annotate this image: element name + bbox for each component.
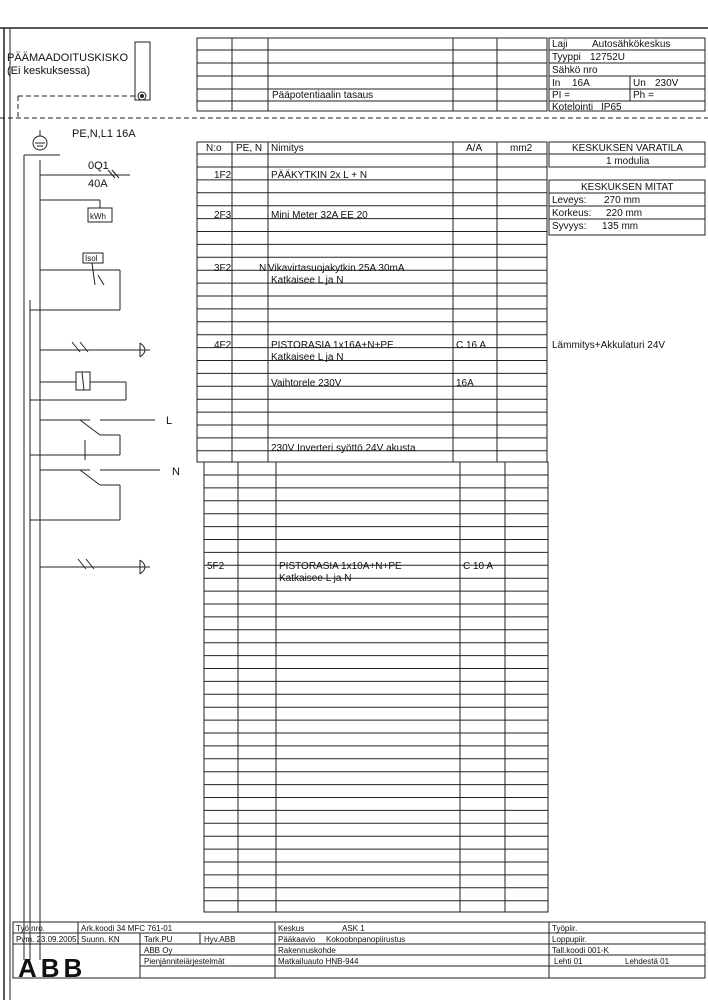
tyyppi-value: 12752U [590,52,626,63]
row-7-aa: 16A [456,378,474,389]
ph-label: Ph = [633,90,654,101]
row-5-name: PISTORASIA 1x16A+N+PE [271,340,394,351]
earth-bar-title: PÄÄMAADOITUSKISKO [7,52,129,64]
laji-value: Autosähkökeskus [592,39,671,50]
tyopiir: Työpiir. [552,924,578,933]
phase-label: L [166,415,173,427]
main-switch-code: 0Q1 [88,160,109,172]
dims-title: KESKUKSEN MITAT [581,182,674,193]
tyyppi-label: Tyyppi [552,52,581,63]
col-header-pe: PE, N [236,143,263,154]
dims-depth-label: Syvyys: [552,221,587,232]
potential-equalization-row: Pääpotentiaalin tasaus [272,90,374,101]
row-2-name: Mini Meter 32A EE 20 [271,210,368,221]
row-9-no: 5F2 [207,561,225,572]
dims-depth-value: 135 mm [602,221,639,232]
un-value: 230V [655,78,679,89]
hyv: Hyv.ABB [204,935,236,944]
lehti: Lehti 01 [554,957,583,966]
loppupiir: Loppupiir. [552,935,587,944]
row-3-pe: N [259,263,267,274]
main-switch-rating: 40A [88,178,108,190]
row-6-name: Katkaisee L ja N [271,352,344,363]
dims-width-value: 270 mm [604,195,641,206]
meter-label: kWh [90,212,106,221]
col-header-mm2: mm2 [510,143,533,154]
supply-feed-label: PE,N,L1 16A [72,128,136,140]
suunn: Suunn. KN [81,935,120,944]
company-unit: Pienjänniteiärjestelmät [144,957,225,966]
lehdesta: Lehdestä 01 [625,957,670,966]
laji-label: Laji [552,39,568,50]
keskus-value: ASK 1 [342,924,365,933]
kotelointi-label: Kotelointi [552,102,594,113]
row-2-no: 2F3 [214,210,232,221]
un-label: Un [633,78,646,89]
keskus-label: Keskus [278,924,305,933]
paakaavio-label: Pääkaavio [278,935,316,944]
tark: Tark.PU [144,935,173,944]
ark-koodi: Ark.koodi 34 MFC 761-01 [81,924,173,933]
rakennuskohde: Rakennuskohde [278,946,336,955]
row-7-name: Vaihtorele 230V [271,378,342,389]
row-3-name: Vikavirtasuojakytkin 25A 30mA [268,263,405,274]
row-3-no: 3F2 [214,263,232,274]
company: ABB Oy [144,946,173,955]
row-1-name: PÄÄKYTKIN 2x L + N [271,170,368,181]
row-1-no: 1F2 [214,170,232,181]
dims-height-label: Korkeus: [552,208,592,219]
row-10-name: Katkaisee L ja N [279,573,352,584]
row-5-no: 4F2 [214,340,232,351]
abb-logo: ABB [18,953,87,983]
dims-width-label: Leveys: [552,195,587,206]
earth-bar-subtitle: (Ei keskuksessa) [7,65,91,77]
reserve-value: 1 modulia [606,156,650,167]
row-8-name: 230V Inverteri syöttö 24V akusta [271,443,416,454]
sahko-label: Sähkö nro [552,65,598,76]
tall-koodi: Tall.koodi 001-K [552,946,609,955]
kohde: Matkailuauto HNB-944 [278,957,359,966]
col-header-no: N:o [206,143,222,154]
row-4-name: Katkaisee L ja N [271,275,344,286]
kotelointi-value: IP65 [601,102,622,113]
in-value: 16A [572,78,590,89]
pi-label: PI = [552,90,571,101]
side-note: Lämmitys+Akkulaturi 24V [552,340,666,351]
neutral-label: N [172,466,180,478]
col-header-aa: A/A [466,143,483,154]
row-9-aa: C 10 A [463,561,494,572]
rcd-label: Isol [85,254,98,263]
dims-height-value: 220 mm [606,208,643,219]
reserve-title: KESKUKSEN VARATILA [572,143,683,154]
row-5-aa: C 16 A [456,340,487,351]
row-9-name: PISTORASIA 1x10A+N+PE [279,561,402,572]
pvm: Pvm. 23.09.2005 [16,935,77,944]
col-header-name: Nimitys [271,143,304,154]
in-label: In [552,78,561,89]
tyo-nro: Työ nro. [16,924,45,933]
paakaavio-value: Kokoobnpanopiirustus [326,935,406,944]
